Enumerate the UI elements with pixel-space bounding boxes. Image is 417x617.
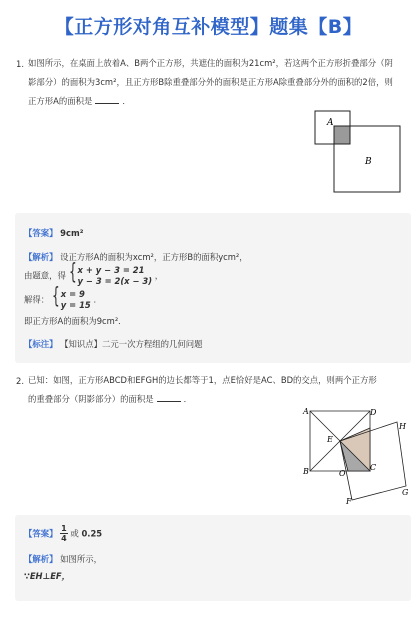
- equation: x + y − 3 = 21: [77, 265, 145, 275]
- answer-alt: 0.25: [81, 528, 103, 539]
- answer-row: [24, 524, 102, 543]
- analysis-tag: 【解析】: [24, 252, 58, 262]
- analysis-line: [24, 250, 404, 264]
- equation-system: { x + y − 3 = 21 y − 3 = 2(x − 3): [68, 260, 153, 286]
- answer-blank: [157, 392, 181, 402]
- punctuation: ．: [93, 294, 102, 305]
- overlap-shaded: [334, 126, 350, 144]
- squares-figure: [312, 108, 404, 196]
- question-line: 影部分）的面积为3cm²，且正方形B除重叠部分外的面积是正方形A除重叠部分外的面积的2倍，则: [28, 77, 393, 87]
- label-b: B: [303, 467, 309, 476]
- label-d: D: [370, 408, 377, 417]
- analysis-tag: 【解析】: [24, 554, 58, 564]
- label-a: A: [303, 407, 309, 416]
- analysis-line: [24, 260, 164, 287]
- label-f: F: [346, 497, 352, 505]
- solution-system: { x = 9 y = 15: [51, 284, 91, 310]
- question-line: 已知：如图，正方形ABCD和EFGH的边长都等于1，点E恰好是AC、BD的交点，则两个正方形: [28, 375, 377, 385]
- fraction-denominator: 4: [61, 534, 67, 543]
- punctuation: ．: [122, 96, 131, 106]
- analysis-text: 如图所示，: [60, 554, 103, 564]
- note-row: [24, 337, 203, 351]
- label-g: G: [402, 488, 409, 497]
- page-title: 【正方形对角互补模型】题集【B】: [54, 16, 363, 38]
- analysis-line: ∵EH⊥EF，: [24, 571, 71, 581]
- question-2-text: [28, 371, 410, 409]
- label-o: O: [339, 469, 346, 478]
- label-a: A: [327, 118, 334, 128]
- solution: x = 9: [60, 289, 85, 299]
- answer-or: 或: [70, 528, 79, 539]
- analysis-line: [24, 552, 102, 566]
- question-line: 如图所示，在桌面上放着A、B两个正方形，共遮住的面积为21cm²，若这两个正方形折叠部分（阴: [28, 58, 393, 68]
- answer-fraction: [60, 524, 68, 543]
- punctuation: ，: [154, 270, 164, 281]
- solution: y = 15: [60, 300, 91, 310]
- question-line-text: 的重叠部分（阴影部分）的面积是: [28, 394, 154, 404]
- label-h: H: [399, 422, 406, 431]
- answer-value: 9cm²: [60, 228, 84, 238]
- punctuation: ．: [183, 394, 192, 404]
- label-b: B: [365, 157, 372, 167]
- analysis-text: 由题意，得: [24, 270, 66, 281]
- question-number: 1.: [16, 59, 24, 69]
- note-text: 【知识点】二元一次方程组的几何问题: [60, 339, 203, 349]
- analysis-text: 设正方形A的面积为xcm²，正方形B的面积ycm²，: [60, 252, 248, 262]
- answer-row: [24, 226, 83, 240]
- question-number: 2.: [16, 376, 24, 386]
- analysis-line: [24, 284, 102, 311]
- label-c: C: [370, 463, 377, 472]
- answer-blank: [95, 94, 119, 104]
- note-tag: 【标注】: [24, 339, 58, 349]
- question-line-text: 正方形A的面积是: [28, 96, 93, 106]
- fraction-numerator: 1: [61, 524, 67, 533]
- answer-tag: 【答案】: [24, 528, 58, 539]
- answer-tag: 【答案】: [24, 228, 58, 238]
- question-1-text: [28, 54, 410, 111]
- analysis-text: 解得：: [24, 294, 50, 305]
- equation: y − 3 = 2(x − 3): [77, 276, 153, 286]
- label-e: E: [327, 435, 333, 444]
- two-squares-figure: [300, 405, 412, 505]
- analysis-line: 即正方形A的面积为9cm²．: [24, 316, 127, 326]
